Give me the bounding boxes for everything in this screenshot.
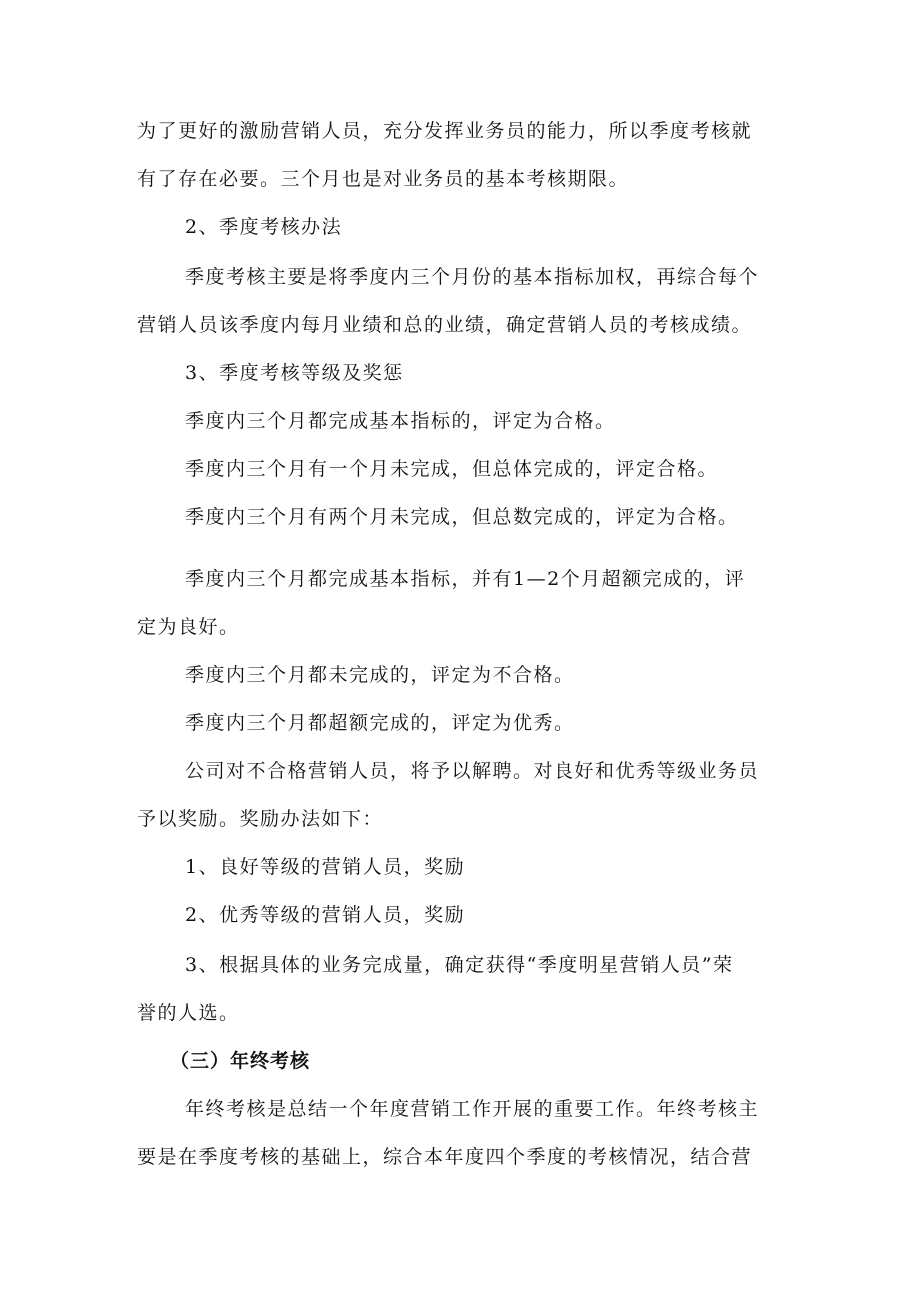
section-title: 3、季度考核等级及奖惩 bbox=[185, 362, 404, 384]
list-item: 2、优秀等级的营销人员，奖励 bbox=[185, 904, 466, 926]
text-line: 季度内三个月都完成基本指标的，评定为合格。 bbox=[185, 410, 616, 432]
list-item: 1、良好等级的营销人员，奖励 bbox=[185, 856, 466, 878]
text-line: 要是在季度考核的基础上，综合本年度四个季度的考核情况，结合营 bbox=[137, 1146, 753, 1168]
text-line: 季度内三个月都未完成的，评定为不合格。 bbox=[185, 664, 575, 686]
section-title: 2、季度考核办法 bbox=[185, 216, 343, 238]
list-item: 3、根据具体的业务完成量，确定获得“季度明星营销人员”荣 bbox=[185, 954, 734, 976]
text-line: 季度内三个月都完成基本指标，并有1—2个月超额完成的，评 bbox=[185, 568, 746, 590]
text-line: 为了更好的激励营销人员，充分发挥业务员的能力，所以季度考核就 bbox=[137, 120, 753, 142]
text-line: 有了存在必要。三个月也是对业务员的基本考核期限。 bbox=[137, 168, 630, 190]
text-line: 季度内三个月有一个月未完成，但总体完成的，评定合格。 bbox=[185, 458, 719, 480]
text-line: 定为良好。 bbox=[137, 616, 240, 638]
text-line: 营销人员该季度内每月业绩和总的业绩，确定营销人员的考核成绩。 bbox=[137, 314, 753, 336]
text-line: 年终考核是总结一个年度营销工作开展的重要工作。年终考核主 bbox=[185, 1098, 760, 1120]
section-heading: （三）年终考核 bbox=[170, 1050, 311, 1072]
text-line: 季度考核主要是将季度内三个月份的基本指标加权，再综合每个 bbox=[185, 266, 760, 288]
text-line: 予以奖励。奖励办法如下： bbox=[137, 808, 384, 830]
text-line: 季度内三个月都超额完成的，评定为优秀。 bbox=[185, 712, 575, 734]
text-line: 公司对不合格营销人员，将予以解聘。对良好和优秀等级业务员 bbox=[185, 760, 760, 782]
text-line: 季度内三个月有两个月未完成，但总数完成的，评定为合格。 bbox=[185, 506, 739, 528]
text-line: 誉的人选。 bbox=[137, 1002, 240, 1024]
